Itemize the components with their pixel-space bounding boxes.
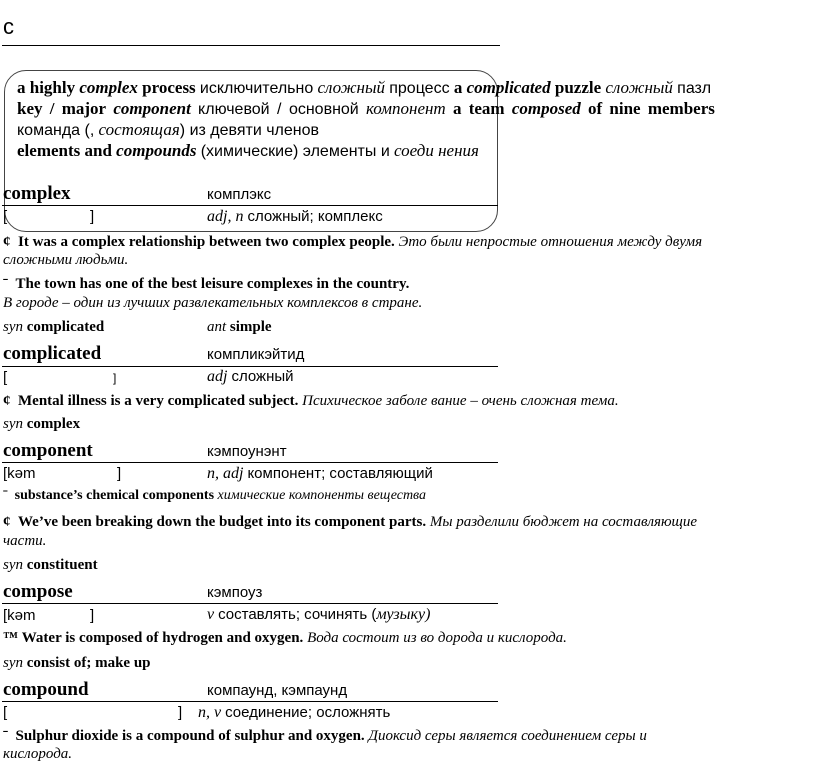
transcription-close: ]	[113, 371, 117, 385]
synonym-complex: syn complicated	[3, 319, 105, 335]
antonym-complex: ant simple	[207, 319, 272, 335]
entry-pron-component: кэмпоунэнт	[207, 443, 287, 460]
example-component-2: ¢ We’ve been breaking down the budget into its component parts. Мы разделили бюджет на составляющие	[3, 514, 698, 530]
entry-pron-compound: компаунд, кэмпаунд	[207, 682, 348, 699]
example-complex-1-cont: сложными людьми.	[3, 252, 129, 268]
example-component-1: ˉ substance’s chemical components химические компоненты вещества	[3, 488, 427, 503]
example-compound-1-cont: кислорода.	[3, 746, 73, 762]
example-compound-1: ˉ Sulphur dioxide is a compound of sulphur and oxygen. Диоксид серы является соединением серы и	[3, 728, 647, 744]
example-component-2-cont: части.	[3, 533, 47, 549]
collocation-line-3: команда (, состоящая) из девяти членов	[17, 120, 320, 139]
transcription-close: ]	[178, 704, 183, 721]
synonym-component: syn constituent	[3, 557, 98, 573]
entry-rule-complex	[2, 205, 498, 206]
entry-pos-complex: adj, n сложный; комплекс	[207, 208, 383, 225]
entry-rule-compound	[2, 701, 498, 702]
entry-pron-complicated: компликэйтид	[207, 346, 305, 363]
example-complex-1: ¢ It was a complex relationship between two complex people. Это были непростые отношения между двумя	[3, 234, 703, 250]
entry-pos-compound: n, v соединение; осложнять	[198, 704, 391, 721]
entry-pos-complicated: adj сложный	[207, 368, 294, 385]
synonym-complicated: syn complex	[3, 416, 81, 432]
example-complicated-1: ¢ Mental illness is a very complicated subject. Психическое заболе вание – очень сложная тема.	[3, 393, 619, 409]
example-complex-2-ru: В городе – один из лучших развлекательных комплексов в стране.	[3, 295, 423, 311]
entry-headword-compose: compose	[3, 581, 73, 602]
transcription-close: ]	[117, 465, 122, 482]
entry-rule-complicated	[2, 366, 498, 367]
entry-headword-complex: complex	[3, 183, 71, 204]
page-letter: с	[3, 14, 14, 39]
transcription-open: [kəm	[3, 607, 36, 624]
entry-pron-complex: комплэкс	[207, 186, 272, 203]
example-compose-1: ™ Water is composed of hydrogen and oxygen. Вода состоит из во дорода и кислорода.	[3, 630, 567, 646]
entry-rule-compose	[2, 603, 498, 604]
entry-headword-compound: compound	[3, 679, 89, 700]
collocation-line-2: key / major component ключевой / основной компонент a team composed of nine members	[17, 99, 715, 118]
synonym-compose: syn consist of; make up	[3, 655, 151, 671]
transcription-close: ]	[90, 208, 95, 225]
entry-pron-compose: кэмпоуз	[207, 584, 263, 601]
entry-headword-component: component	[3, 440, 93, 461]
collocation-line-1: a highly complex process исключительно сложный процесс a complicated puzzle сложный пазл	[17, 78, 712, 97]
entry-rule-component	[2, 462, 498, 463]
transcription-close: ]	[90, 607, 95, 624]
transcription-open: [kəm	[3, 465, 36, 482]
transcription-open: [	[3, 208, 8, 225]
transcription-open: [	[3, 369, 8, 386]
top-rule	[2, 45, 500, 46]
collocation-line-4: elements and compounds (химические) элементы и соеди нения	[17, 141, 479, 160]
entry-pos-compose: v составлять; сочинять (музыку)	[207, 606, 431, 623]
entry-pos-component: n, adj компонент; составляющий	[207, 465, 433, 482]
entry-headword-complicated: complicated	[3, 343, 102, 364]
example-complex-2: ˉ The town has one of the best leisure complexes in the country.	[3, 276, 410, 292]
transcription-open: [	[3, 704, 8, 721]
